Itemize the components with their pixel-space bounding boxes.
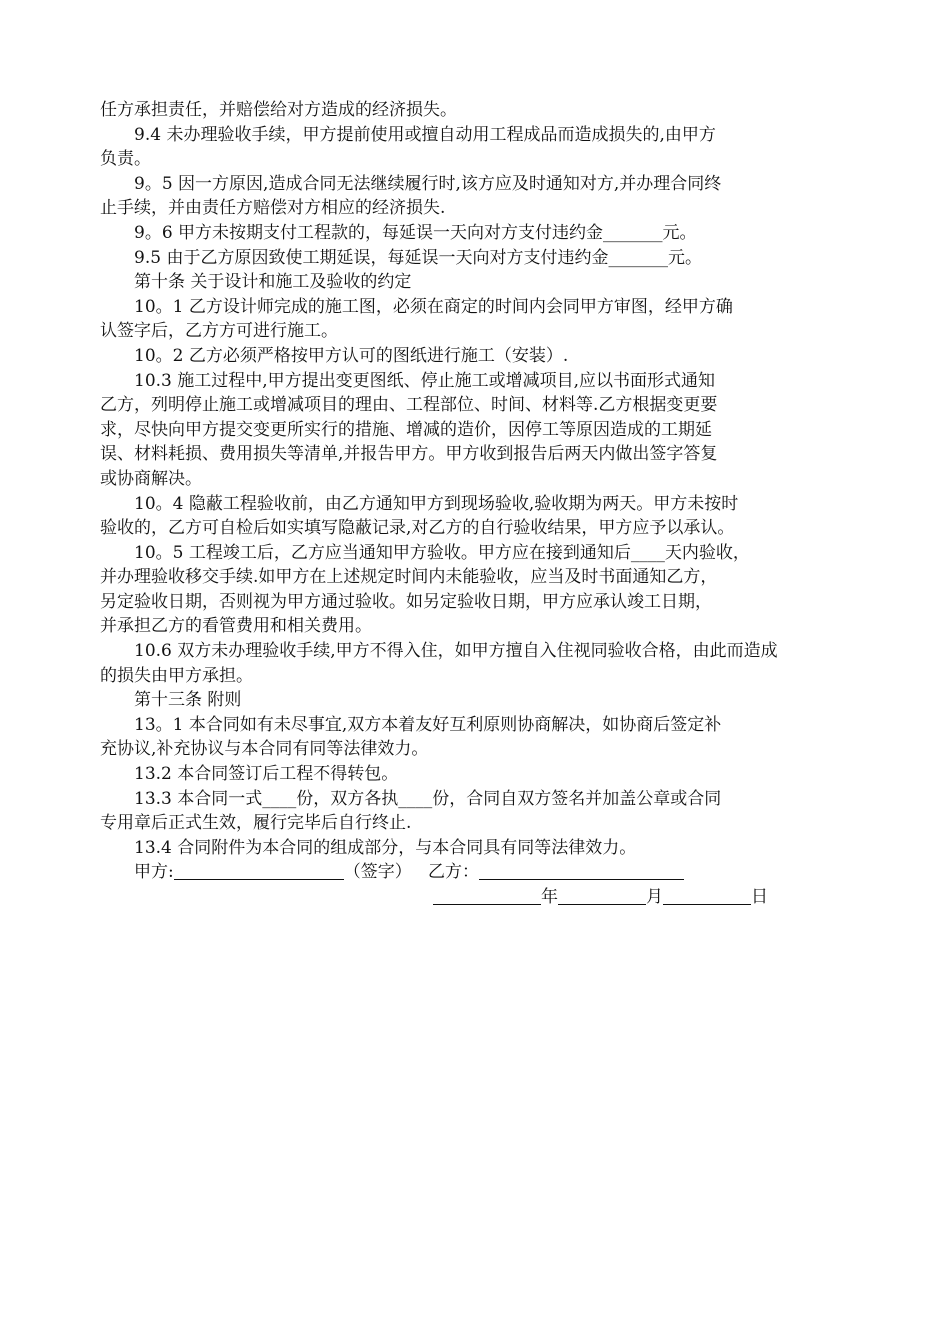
text-line: 专用章后正式生效，履行完毕后自行终止. [100, 813, 412, 834]
sign-note: （签字） [343, 862, 412, 883]
text-line: 第十条 关于设计和施工及验收的约定 [134, 272, 412, 293]
text-line: 13.2 本合同签订后工程不得转包。 [134, 764, 399, 785]
contract-body [100, 98, 852, 860]
text-line: 9.4 未办理验收手续，甲方提前使用或擅自动用工程成品而造成损失的,由甲方 [134, 124, 716, 145]
text-line: 10。1 乙方设计师完成的施工图，必须在商定的时间内会同甲方审图，经甲方确 [134, 296, 733, 317]
day-blank [663, 886, 751, 905]
text-line: 止手续，并由责任方赔偿对方相应的经济损失. [100, 198, 446, 219]
date-row [100, 885, 852, 910]
month-label: 月 [646, 887, 663, 907]
text-line: 求，尽快向甲方提交变更所实行的措施、增减的造价，因停工等原因造成的工期延 [100, 419, 712, 440]
text-line: 误、材料耗损、费用损失等清单,并报告甲方。甲方收到报告后两天内做出签字答复 [100, 444, 718, 465]
text-line: 充协议,补充协议与本合同有同等法律效力。 [100, 739, 429, 760]
text-line: 或协商解决。 [100, 468, 202, 489]
party-b-label: 乙方： [427, 862, 479, 883]
text-line: 10.3 施工过程中,甲方提出变更图纸、停止施工或增减项目,应以书面形式通知 [134, 370, 716, 391]
text-line: 乙方，列明停止施工或增减项目的理由、工程部位、时间、材料等.乙方根据变更要 [100, 395, 718, 416]
text-line: 第十三条 附则 [134, 690, 242, 711]
text-line: 验收的，乙方可自检后如实填写隐蔽记录,对乙方的自行验收结果，甲方应予以承认。 [100, 518, 735, 539]
text-line: 13.4 合同附件为本合同的组成部分，与本合同具有同等法律效力。 [134, 837, 637, 858]
text-line: 并办理验收移交手续.如甲方在上述规定时间内未能验收，应当及时书面通知乙方， [100, 567, 718, 588]
text-line: 9。5 因一方原因,造成合同无法继续履行时,该方应及时通知对方,并办理合同终 [134, 173, 722, 194]
text-line: 10.6 双方未办理验收手续,甲方不得入住，如甲方擅自入住视同验收合格，由此而造成 [134, 641, 778, 662]
day-label: 日 [751, 887, 768, 907]
text-line: 9.5 由于乙方原因致使工期延误，每延误一天向对方支付违约金_______元。 [134, 247, 702, 268]
contract-page [100, 98, 852, 910]
text-line: 负责。 [100, 149, 151, 170]
signature-row [100, 860, 852, 885]
year-label: 年 [541, 887, 558, 907]
text-line: 10。4 隐蔽工程验收前，由乙方通知甲方到现场验收,验收期为两天。甲方未按时 [134, 493, 739, 514]
text-line: 10。5 工程竣工后，乙方应当通知甲方验收。甲方应在接到通知后____天内验收， [134, 542, 750, 563]
text-line: 的损失由甲方承担。 [100, 665, 253, 686]
text-line: 另定验收日期，否则视为甲方通过验收。如另定验收日期，甲方应承认竣工日期， [100, 591, 712, 612]
text-line: 13。1 本合同如有未尽事宜,双方本着友好互利原则协商解决，如协商后签定补 [134, 714, 722, 735]
text-line: 任方承担责任，并赔偿给对方造成的经济损失。 [100, 100, 457, 120]
text-line: 10。2 乙方必须严格按甲方认可的图纸进行施工（安装）. [134, 345, 569, 366]
party-b-signature-line [479, 861, 684, 880]
party-a-signature-line [174, 861, 344, 880]
text-line: 13.3 本合同一式____份，双方各执____份，合同自双方签名并加盖公章或合同 [134, 788, 722, 809]
text-line: 认签字后，乙方方可进行施工。 [100, 321, 338, 342]
text-line: 9。6 甲方未按期支付工程款的，每延误一天向对方支付违约金_______元。 [134, 222, 697, 243]
text-line: 并承担乙方的看管费用和相关费用。 [100, 616, 372, 637]
party-a-label: 甲方: [134, 862, 174, 883]
month-blank [558, 886, 646, 905]
year-blank [433, 886, 541, 905]
